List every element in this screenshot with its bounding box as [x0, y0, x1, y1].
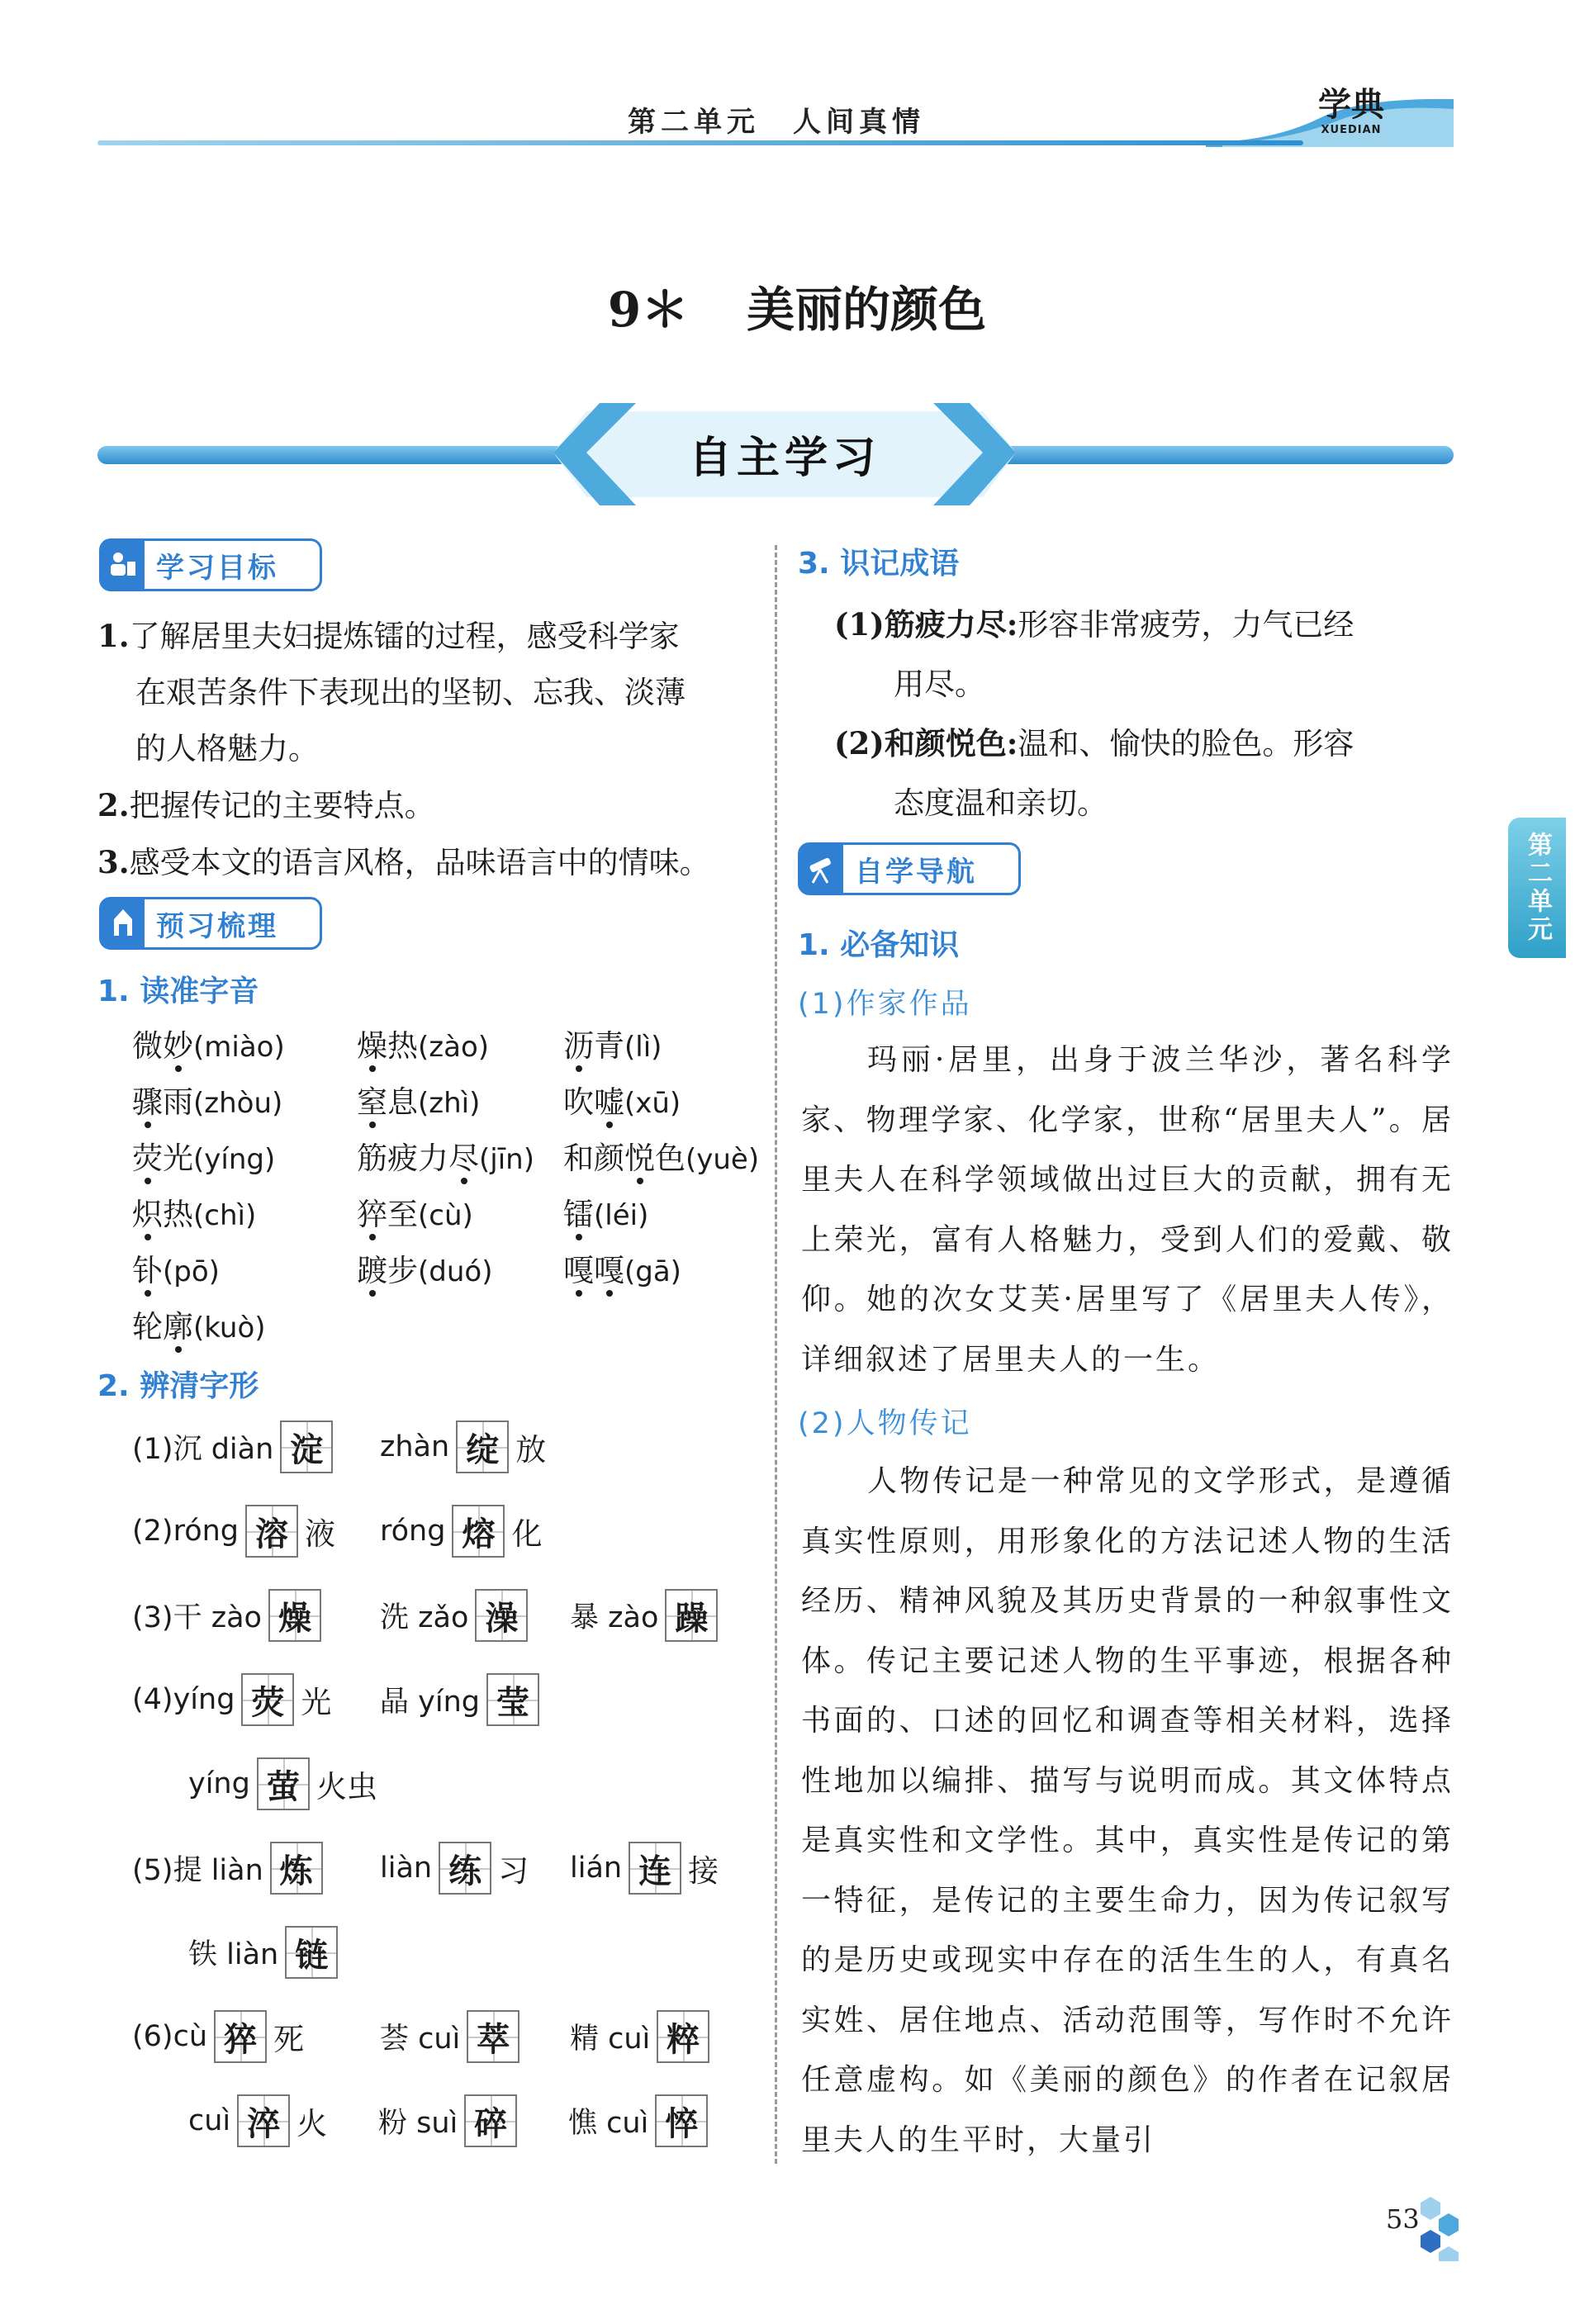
glyph-item [568, 2094, 714, 2147]
glyph-prompt: lián [570, 1852, 623, 1885]
pinyin-item [563, 1189, 648, 1234]
biography-paragraph: 人物传记是一种常见的文学形式，是遵循真实性原则，用形象化的方法记述人物的生活经历、精神风貌及其历史背景的一种叙事性文体。传记主要记述人物的生平事迹，根据各种书面的、口述的回忆和调查等相关材料，选择性地加以编排、描写与说明而成。其文体特点是真实性和文学性。其中，真实性是传记的第一特征，是传记的主要生命力，因为传记叙写的是历史或现实中存在的活生生的人，有真名实姓、居住地点、活动范围等，写作时不允许任意虚构。如《美丽的颜色》的作者在记叙居里夫人的生平时，大量引 [801, 1464, 1454, 2157]
glyph-answer-box: 链 [285, 1926, 338, 1979]
idiom-section-heading: 3. 识记成语 [798, 547, 960, 581]
pinyin-word: 窒息 [357, 1084, 418, 1120]
glyph-item [378, 2094, 524, 2147]
telescope-icon [800, 845, 843, 893]
glyph-suffix: 化 [511, 1516, 543, 1552]
pinyin-word: 吹嘘 [563, 1084, 624, 1120]
goals-list [97, 608, 758, 891]
pinyin-reading: (miào) [193, 1031, 285, 1064]
glyph-prompt: (2)róng [132, 1515, 240, 1548]
glyph-prompt: (4)yíng [132, 1683, 235, 1716]
glyph-suffix: 液 [305, 1516, 336, 1552]
pinyin-reading: (yuè) [686, 1143, 760, 1176]
glyph-prompt: 铁 liàn [188, 1938, 279, 1971]
banner-bar-right [958, 446, 1454, 464]
pinyin-item [563, 1077, 681, 1122]
pinyin-reading: (gā) [624, 1255, 681, 1288]
pinyin-reading: (xū) [624, 1087, 681, 1120]
glyph-suffix: 光 [301, 1685, 332, 1720]
glyph-answer-box: 猝 [214, 2010, 267, 2063]
goal-text: 在艰苦条件下表现出的坚韧、忘我、淡薄 [135, 675, 686, 710]
idiom-definition: 态度温和亲切。 [894, 785, 1108, 821]
glyph-item [380, 1505, 542, 1558]
pinyin-item [132, 1189, 256, 1234]
pinyin-item [563, 1133, 759, 1178]
glyph-answer-box: 躁 [665, 1589, 718, 1642]
pinyin-item [132, 1302, 266, 1346]
glyph-prompt: 粉 suì [378, 2107, 458, 2140]
glyph-answer-box: 萤 [257, 1757, 310, 1810]
idiom-item [834, 595, 1478, 714]
goal-item [97, 834, 758, 891]
column-divider [775, 545, 777, 2164]
glyph-answer-box: 练 [439, 1842, 491, 1895]
author-works-heading: (1)作家作品 [798, 988, 972, 1021]
hexagon-decoration [1409, 2195, 1475, 2261]
pinyin-section-heading: 1. 读准字音 [97, 975, 259, 1008]
goal-number: 2. [97, 787, 130, 823]
pinyin-item [132, 1133, 275, 1178]
goals-badge [99, 538, 322, 591]
glyph-prompt: róng [380, 1515, 446, 1548]
pinyin-word: 微妙 [132, 1028, 193, 1064]
glyph-item [380, 1589, 534, 1642]
pinyin-word: 荧光 [132, 1141, 193, 1176]
pinyin-reading: (yíng) [193, 1143, 276, 1176]
glyph-prompt: cuì [188, 2104, 231, 2137]
pinyin-reading: (léi) [594, 1199, 649, 1232]
glyph-answer-box: 溶 [245, 1505, 298, 1558]
pinyin-reading: (kuò) [193, 1311, 266, 1345]
glyph-item [188, 1926, 344, 1979]
goal-item [97, 777, 758, 834]
pinyin-item [357, 1077, 480, 1122]
glyph-item [380, 1842, 529, 1895]
glyph-item [132, 1420, 339, 1473]
pinyin-item [563, 1021, 662, 1065]
pinyin-item [357, 1189, 473, 1234]
glyph-answer-box: 悴 [655, 2094, 708, 2147]
glyph-answer-box: 萃 [467, 2010, 519, 2063]
idiom-item [834, 714, 1478, 833]
brand-name-en: XUEDIAN [1321, 124, 1382, 136]
pinyin-word: 钋 [132, 1253, 163, 1288]
glyph-suffix: 习 [498, 1853, 529, 1889]
glyph-answer-box: 莹 [486, 1673, 539, 1726]
pinyin-word: 镭 [563, 1197, 594, 1232]
goal-text: 的人格魅力。 [135, 731, 319, 766]
glyph-item [188, 2094, 327, 2147]
glyph-item [570, 1842, 719, 1895]
glyph-item [380, 1420, 546, 1473]
glyph-prompt: 暴 zào [570, 1601, 659, 1634]
preview-badge [99, 897, 322, 950]
pinyin-word: 猝至 [357, 1197, 418, 1232]
glyph-item [132, 2010, 304, 2063]
glyph-item [132, 1505, 335, 1558]
brand-logo [1305, 86, 1397, 145]
goal-item [97, 608, 758, 665]
glyph-answer-box: 淀 [280, 1420, 333, 1473]
idiom-definition: 温和、愉快的脸色。形容 [1018, 726, 1354, 761]
reader-icon [102, 541, 145, 589]
unit-side-tab-label: 第二单元 [1523, 832, 1552, 944]
pinyin-reading: (duó) [418, 1255, 493, 1288]
glyph-item [132, 1589, 328, 1642]
pinyin-reading: (chì) [193, 1199, 257, 1232]
lesson-name: 美丽的颜色 [747, 282, 987, 338]
pinyin-item [357, 1245, 492, 1290]
glyph-item [132, 1673, 331, 1726]
glyph-answer-box: 熔 [452, 1505, 505, 1558]
idiom-definition: 形容非常疲劳，力气已经 [1018, 607, 1354, 643]
unit-title: 第二单元 人间真情 [628, 106, 925, 139]
biography-heading: (2)人物传记 [798, 1407, 972, 1440]
preview-badge-label: 预习梳理 [156, 909, 278, 943]
pinyin-item [357, 1133, 534, 1178]
glyph-answer-box: 粹 [657, 2010, 709, 2063]
goal-text: 感受本文的语言风格，品味语言中的情味。 [129, 845, 710, 880]
pinyin-reading: (jīn) [479, 1143, 534, 1176]
pencil-icon [102, 899, 145, 947]
glyph-item [380, 2010, 526, 2063]
glyph-prompt: (5)提 liàn [132, 1854, 263, 1887]
pinyin-reading: (zhì) [418, 1087, 481, 1120]
glyph-item [380, 1673, 546, 1726]
glyph-answer-box: 燥 [268, 1589, 321, 1642]
goal-number: 3. [97, 844, 130, 880]
guide-badge [798, 842, 1021, 895]
idiom-label: (1)筋疲力尽: [834, 606, 1018, 643]
glyph-answer-box: 炼 [270, 1842, 323, 1895]
glyph-item [188, 1757, 377, 1810]
pinyin-word: 筋疲力尽 [357, 1141, 479, 1176]
pinyin-word: 骤雨 [132, 1084, 193, 1120]
pinyin-item [132, 1021, 285, 1065]
glyph-answer-box: 澡 [475, 1589, 528, 1642]
banner-title: 自主学习 [688, 434, 880, 483]
glyph-prompt: yíng [188, 1767, 250, 1800]
glyph-item [570, 2010, 716, 2063]
glyph-section-heading: 2. 辨清字形 [97, 1369, 259, 1403]
idiom-definition: 用尽。 [894, 666, 985, 702]
glyph-answer-box: 淬 [237, 2094, 290, 2147]
pinyin-reading: (cù) [418, 1199, 473, 1232]
goal-text: 把握传记的主要特点。 [129, 788, 435, 823]
pinyin-item [132, 1077, 282, 1122]
pinyin-word: 燥热 [357, 1028, 418, 1064]
pinyin-reading: (zhòu) [193, 1087, 283, 1120]
pinyin-word: 轮廓 [132, 1309, 193, 1345]
pinyin-word: 踱步 [357, 1253, 418, 1288]
glyph-suffix: 接 [688, 1853, 719, 1889]
page-number: 53 [1386, 2203, 1420, 2235]
pinyin-reading: (zào) [418, 1031, 490, 1064]
goal-item [97, 665, 758, 721]
knowledge-section-heading: 1. 必备知识 [798, 928, 960, 962]
glyph-answer-box: 绽 [456, 1420, 509, 1473]
glyph-prompt: liàn [380, 1852, 433, 1885]
pinyin-item [563, 1245, 681, 1290]
unit-side-tab[interactable] [1508, 818, 1566, 958]
pinyin-item [132, 1245, 220, 1290]
pinyin-reading: (pō) [163, 1255, 220, 1288]
glyph-answer-box: 碎 [464, 2094, 517, 2147]
glyph-prompt: (6)cù [132, 2020, 208, 2053]
glyph-answer-box: 连 [629, 1842, 681, 1895]
glyph-item [570, 1589, 724, 1642]
glyph-prompt: zhàn [380, 1430, 450, 1463]
glyph-prompt: 憔 cuì [568, 2107, 649, 2140]
glyph-prompt: (3)干 zào [132, 1601, 262, 1634]
glyph-item [132, 1842, 330, 1895]
glyph-answer-box: 荧 [241, 1673, 294, 1726]
lesson-title [0, 271, 1594, 340]
glyph-prompt: 洗 zǎo [380, 1601, 469, 1634]
pinyin-word: 炽热 [132, 1197, 193, 1232]
goal-number: 1. [97, 618, 130, 654]
pinyin-reading: (lì) [624, 1031, 662, 1064]
glyph-prompt: 荟 cuì [380, 2023, 461, 2056]
glyph-prompt: (1)沉 diàn [132, 1433, 274, 1466]
idiom-label: (2)和颜悦色: [834, 725, 1018, 761]
lesson-number: 9＊ [607, 282, 690, 338]
pinyin-item [357, 1021, 489, 1065]
glyph-suffix: 放 [515, 1432, 547, 1468]
author-paragraph: 玛丽·居里，出身于波兰华沙，著名科学家、物理学家、化学家，世称“居里夫人”。居里夫人在科学领域做出过巨大的贡献，拥有无上荣光，富有人格魅力，受到人们的爱戴、敬仰。她的次女艾芙·居里写了《居里夫人传》，详细叙述了居里夫人的一生。 [801, 1043, 1454, 1377]
brand-name: 学典 [1318, 85, 1384, 124]
glyph-suffix: 火 [297, 2106, 328, 2141]
glyph-suffix: 死 [273, 2022, 305, 2057]
header-rule [97, 140, 1303, 145]
goals-badge-label: 学习目标 [156, 551, 278, 585]
guide-badge-label: 自学导航 [855, 855, 977, 889]
pinyin-word: 嘎嘎 [563, 1253, 624, 1288]
pinyin-word: 沥青 [563, 1028, 624, 1064]
goal-item [97, 721, 758, 777]
pinyin-word: 和颜悦色 [563, 1141, 686, 1176]
goal-text: 了解居里夫妇提炼镭的过程，感受科学家 [129, 619, 680, 654]
glyph-suffix: 火虫 [315, 1769, 377, 1805]
glyph-prompt: 精 cuì [570, 2023, 651, 2056]
glyph-prompt: 晶 yíng [380, 1686, 480, 1719]
